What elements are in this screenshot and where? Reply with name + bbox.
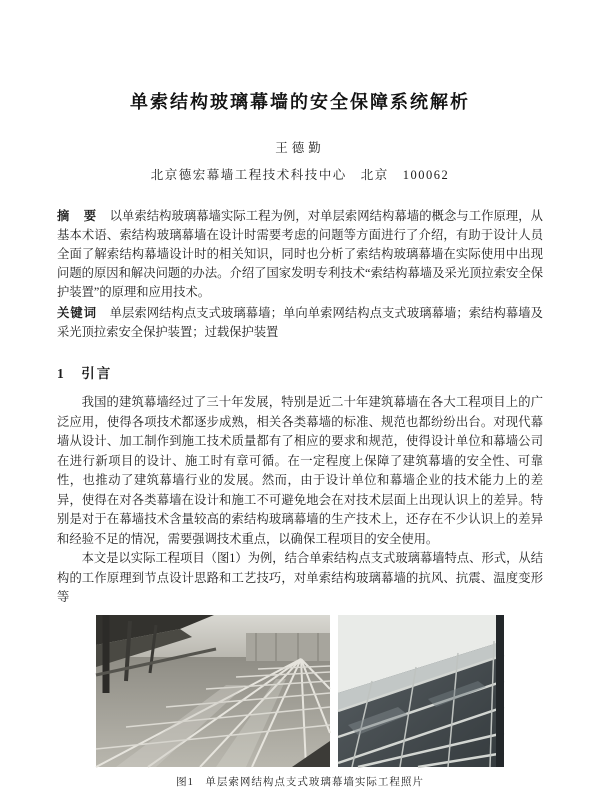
figure-1 <box>57 615 543 767</box>
page-title: 单索结构玻璃幕墙的安全保障系统解析 <box>130 92 470 112</box>
abstract-text: 以单索结构玻璃幕墙实际工程为例，对单层索网结构幕墙的概念与工作原理，从基本术语、索结构玻璃幕墙在设计时需要考虑的问题等方面进行了介绍，有助于设计人员全面了解索结构幕墙设计时的相关知识，同时也分析了索结构玻璃幕墙在实际使用中出现问题的原因和解决问题的办法。介绍了国家发明专利技术“索结构幕墙及采光顶拉索安全保护装置”的原理和应用技术。 <box>57 209 543 299</box>
keywords-label: 关键词 <box>57 306 98 320</box>
abstract-paragraph <box>57 207 543 302</box>
keywords-paragraph <box>57 304 543 342</box>
figure-photo-left <box>96 615 330 767</box>
figure-photo-right <box>338 615 504 767</box>
figure-caption: 图1 单层索网结构点支式玻璃幕墙实际工程照片 <box>176 776 424 788</box>
section-heading-introduction: 1 引言 <box>57 366 113 381</box>
keywords-text: 单层索网结构点支式玻璃幕墙；单向单索网结构点支式玻璃幕墙；索结构幕墙及采光顶拉索安全保护装置；过载保护装置 <box>57 306 543 339</box>
intro-paragraph-2: 本文是以实际工程项目（图1）为例，结合单索结构点支式玻璃幕墙特点、形式，从结构的工作原理到节点设计思路和工艺技巧，对单索结构玻璃幕墙的抗风、抗震、温度变形等 <box>57 551 543 604</box>
affiliation: 北京德宏幕墙工程技术科技中心 北京 100062 <box>150 168 450 182</box>
intro-paragraph-1: 我国的建筑幕墙经过了三十年发展，特别是近二十年建筑幕墙在各大工程项目上的广泛应用，使得各项技术都逐步成熟，相关各类幕墙的标准、规范也都纷纷出台。对现代幕墙从设计、加工制作到施工技术质量都有了相应的要求和规范，使得设计单位和幕墙公司在进行新项目的设计、施工时有章可循。在一定程度上保障了建筑幕墙的安全性、可靠性，也推动了建筑幕墙行业的发展。然而，由于设计单位和幕墙企业的技术能力上的差异，使得在对各类幕墙在设计和施工不可避免地会在对技术层面上出现认识上的差异。特别是对于在幕墙技术含量较高的索结构玻璃幕墙的生产技术上，还存在不少认识上的差异和经验不足的情况，需要强调技术重点，以确保工程项目的安全使用。 <box>57 395 543 546</box>
author: 王德勤 <box>275 141 325 155</box>
abstract-label: 摘 要 <box>57 209 98 223</box>
